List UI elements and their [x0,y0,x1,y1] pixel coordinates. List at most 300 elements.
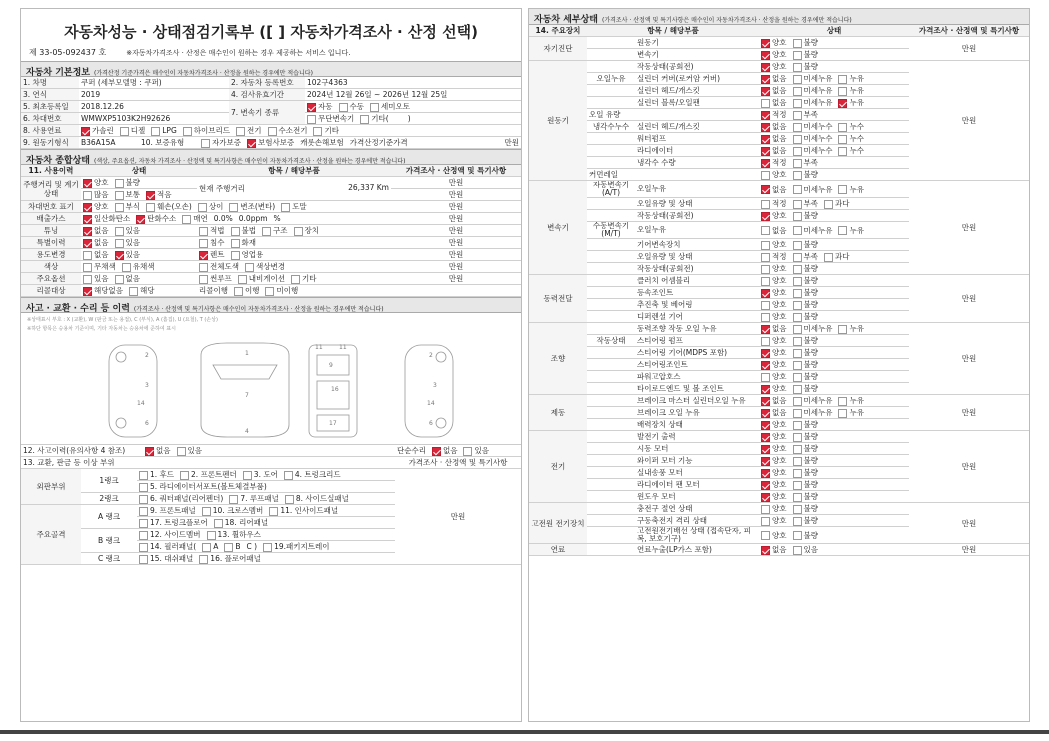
status-checkbox[interactable] [761,433,770,442]
sub-group-label [587,97,635,109]
sub-group-label [587,443,635,455]
status-option-label: 적정 [772,110,787,119]
status-option-label: 미세누유 [803,86,833,95]
status-options [759,97,909,109]
status-option-label: 양호 [772,312,787,321]
status-checkbox[interactable] [793,445,802,454]
svg-text:3: 3 [145,382,149,389]
status-checkbox[interactable] [838,409,847,418]
status-options [759,210,909,222]
status-option-label: 양호 [772,456,787,465]
status-checkbox[interactable] [761,277,770,286]
status-option-label: 양호 [772,62,787,71]
status-checkbox[interactable] [793,99,802,108]
svg-text:2: 2 [429,352,433,359]
part-label: 워터펌프 [635,133,759,145]
status-checkbox[interactable] [838,185,847,194]
status-options [759,239,909,251]
status-option-label: 불량 [803,170,818,179]
status-checkbox[interactable] [761,51,770,60]
sub-group-label [587,49,635,61]
sub-group-label [587,210,635,222]
status-option-label: 없음 [772,545,787,554]
table-row [529,37,1029,49]
status-option-label: 없음 [772,98,787,107]
fuel-gasoline-checkbox[interactable] [81,127,90,136]
sub-group-label [587,431,635,443]
status-option-label: 부족 [803,158,818,167]
trans-cvt-checkbox[interactable] [307,115,316,124]
device-group-label: 동력전달 [529,275,587,323]
svg-text:2: 2 [145,352,149,359]
status-checkbox[interactable] [761,457,770,466]
part-label: 클러치 어셈블리 [635,275,759,287]
part-label: 변속기 [635,49,759,61]
price-cell: 만원 [909,181,1029,275]
status-option-label: 부족 [803,110,818,119]
status-checkbox[interactable] [793,185,802,194]
status-option-label: 누유 [849,225,864,235]
status-option-label: 불량 [803,468,818,477]
status-options [759,222,909,239]
status-option-label: 없음 [772,184,787,194]
status-options [759,347,909,359]
status-option-label: 없음 [772,74,787,83]
status-checkbox[interactable] [761,517,770,526]
sub-group-label: 오일 유량 [587,109,759,121]
status-options [759,383,909,395]
status-option-label: 적정 [772,199,787,208]
trans-semi-checkbox[interactable] [370,103,379,112]
status-option-label: 누유 [849,86,864,95]
status-option-label: 불량 [803,62,818,71]
sub-group-label [587,395,635,407]
sub-group-label [587,491,635,503]
status-options [759,275,909,287]
status-checkbox[interactable] [793,226,802,235]
status-checkbox[interactable] [838,325,847,334]
status-options [759,491,909,503]
sub-group-label [587,198,635,210]
basic-info-table: 1. 차명 쿠퍼 (세부모델명 : 쿠퍼) 2. 자동차 등록번호 102구4363 3. 연식 2019 4. 검사유효기간 2024년 12월 26일 ~ 2026년 12월 25일 5. 최초등록일 2018.12.26 7. 변속기 종류 자동 수동 세미오토 6. 차대번호 WMWXP5103K2H92626 무단변속기 기타( ) 8. 사용연료 가솔린 디젤 LPG 하이브리드 전기 수소전기 기타 9. 원동기형식 B36A15A 10. 보증유형 자가보증 보험사보증 캐롯손해보험 가격산정기준가격 만원 [23,78,519,147]
status-checkbox[interactable] [761,301,770,310]
sub-group-label [587,287,635,299]
svg-text:17: 17 [329,420,337,427]
status-options [759,419,909,431]
status-option-label: 미세누유 [803,396,833,405]
right-panel [528,8,1030,722]
svg-text:4: 4 [245,428,249,435]
basic-info-header: 자동차 기본정보 (가격산정 기준가격은 매수인이 자동차가격조사 · 산정을 원하는 경우에만 적습니다) [21,61,521,77]
status-checkbox[interactable] [838,87,847,96]
part-label: 라디에이터 [635,145,759,157]
status-options [759,145,909,157]
status-checkbox[interactable] [761,493,770,502]
status-option-label: 불량 [803,240,818,249]
sub-group-label: 수동변속기 (M/T) [587,222,635,239]
sub-group-label: 냉각수누수 [587,121,635,133]
status-checkbox[interactable] [824,253,833,262]
fuel-options: 가솔린 디젤 LPG 하이브리드 전기 수소전기 기타 [79,125,521,137]
status-option-label: 불량 [803,38,818,47]
trans-manual-checkbox[interactable] [339,103,348,112]
sub-group-label [587,467,635,479]
status-checkbox[interactable] [761,159,770,168]
status-option-label: 누유 [849,408,864,417]
part-label: 실린더 헤드/개스킷 [635,121,759,133]
status-checkbox[interactable] [793,277,802,286]
svg-text:1: 1 [245,350,249,357]
price-cell: 만원 [909,275,1029,323]
status-option-label: 양호 [772,348,787,357]
status-checkbox[interactable] [793,349,802,358]
status-option-label: 양호 [772,432,787,441]
status-checkbox[interactable] [793,39,802,48]
status-option-label: 불량 [803,312,818,321]
status-options [759,479,909,491]
status-checkbox[interactable] [793,433,802,442]
status-checkbox[interactable] [761,505,770,514]
status-checkbox[interactable] [793,505,802,514]
status-checkbox[interactable] [761,241,770,250]
status-checkbox[interactable] [793,421,802,430]
status-checkbox[interactable] [761,445,770,454]
status-checkbox[interactable] [761,469,770,478]
sub-group-label [587,515,635,527]
status-options [759,335,909,347]
status-options [759,395,909,407]
status-checkbox[interactable] [761,147,770,156]
device-group-label: 자기진단 [529,37,587,61]
sub-group-label [587,37,635,49]
status-checkbox[interactable] [761,397,770,406]
status-checkbox[interactable] [793,241,802,250]
status-checkbox[interactable] [793,373,802,382]
status-options [759,431,909,443]
svg-text:6: 6 [145,420,149,427]
price-cell: 만원 [909,37,1029,61]
table-row [529,323,1029,335]
status-option-label: 누유 [849,74,864,83]
part-label: 와이퍼 모터 기능 [635,455,759,467]
status-checkbox[interactable] [761,313,770,322]
sub-group-label [587,239,635,251]
status-checkbox[interactable] [761,289,770,298]
price-cell: 만원 [909,503,1029,544]
price-cell: 만원 [909,61,1029,181]
status-option-label: 부족 [803,252,818,261]
part-label: 작동상태(공회전) [635,210,759,222]
sub-group-label [587,61,635,73]
status-checkbox[interactable] [793,531,802,540]
part-label: 고전원전기배선 상태 (접속단자, 피복, 보호기구) [635,527,759,544]
status-checkbox[interactable] [838,135,847,144]
status-checkbox[interactable] [838,123,847,132]
part-label: 오일유량 및 상태 [635,198,759,210]
sub-group-label [587,371,635,383]
page-title: 자동차성능 · 상태점검기록부 ([ ] 자동차가격조사 · 산정 선택) [64,23,478,41]
device-group-label: 연료 [529,544,587,556]
part-label: 스티어링 기어(MDPS 포함) [635,347,759,359]
status-checkbox[interactable] [761,63,770,72]
status-options [759,198,909,210]
part-label: 오일누유 [635,181,759,198]
status-options [759,527,909,544]
sub-group-label [587,275,635,287]
status-checkbox[interactable] [793,313,802,322]
status-checkbox[interactable] [761,373,770,382]
status-option-label: 양호 [772,38,787,47]
detail-status-table: 14. 주요장치 항목 / 해당부품 상태 가격조사 · 산정액 및 특기사항 자기진단 원동기 양호 불량 만원 변속기 양호 불량 원동기 작동상태(공회전) 양호 불량 만원 오일누유 실린더 커버(로커암 커버) 없음 미세누유 누유 실린더 헤드/개스킷 없음 미세누유 누유 실린더 블록/오일팬 없음 미세누유 누유 오일 유량 적정 부족 냉각수누수 실린더 헤드/개스킷 없음 미세누수 누수 워터펌프 없음 미세누수 누수 라디에이터 없음 미세누수 누수 냉각수 수량 적정 부족 커먼레일 양호 불량 변속기 자동변속기 (A/T) 오일누유 없음 미세누유 누유 만원 오일유량 및 상태 적정 부족 과다 작동상태(공회전) 양호 불량 수동변속기 (M/T) 오일누유 없음 미세누유 누유 기어변속장치 양호 불량 오일유량 및 상태 적정 부족 과다 작동상태(공회전) 양호 불량 동력전달 클러치 어셈블리 양호 불량 만원 등속조인트 양호 불량 추진축 및 베어링 양호 불량 디퍼렌셜 기어 양호 불량 조향 동력조향 작동 오일 누유 없음 미세누유 누유 만원 작동상태 스티어링 펌프 양호 불량 스티어링 기어(MDPS 포함) 양호 불량 스티어링조인트 양호 불량 파워고압호스 양호 불량 타이로드엔드 및 볼 조인트 양호 불량 제동 브레이크 마스터 실린더오일 누유 없음 미세누유 누유 만원 브레이크 오일 누유 없음 미세누유 누유 배력장치 상태 양호 불량 전기 발전기 출력 양호 불량 만원 시동 모터 양호 불량 와이퍼 모터 기능 양호 불량 실내송풍 모터 양호 불량 라디에이터 팬 모터 양호 불량 윈도우 모터 양호 불량 고전원 전기장치 충전구 절연 상태 양호 불량 만원 구동축전지 격리 상태 양호 불량 고전원전기배선 상태 (접속단자, 피복, 보호기구) 양호 불량 연료 연료누출(LP가스 포함) 없음 있음 만원 [529,25,1029,556]
svg-text:9: 9 [329,362,333,369]
status-option-label: 미세누수 [803,134,833,143]
status-checkbox[interactable] [793,75,802,84]
status-option-label: 불량 [803,264,818,273]
status-option-label: 없음 [772,324,787,333]
status-checkbox[interactable] [793,301,802,310]
sub-group-label [587,544,635,556]
status-checkbox[interactable] [793,123,802,132]
part-label: 파워고압호스 [635,371,759,383]
status-option-label: 양호 [772,530,787,540]
part-label: 오일유량 및 상태 [635,251,759,263]
status-options [759,85,909,97]
status-checkbox[interactable] [793,87,802,96]
status-option-label: 양호 [772,492,787,501]
part-label: 실내송풍 모터 [635,467,759,479]
status-checkbox[interactable] [793,200,802,209]
status-option-label: 불량 [803,456,818,465]
status-option-label: 양호 [772,50,787,59]
status-checkbox[interactable] [761,39,770,48]
sub-group-label [587,133,635,145]
table-row [529,544,1029,556]
part-label: 시동 모터 [635,443,759,455]
status-option-label: 불량 [803,384,818,393]
status-option-label: 불량 [803,504,818,513]
status-checkbox[interactable] [838,99,847,108]
status-option-label: 불량 [803,432,818,441]
status-option-label: 없음 [772,408,787,417]
status-options [759,109,909,121]
doc-number-line: 제 33-05-092437 호 ※자동차가격조사 · 산정은 매수인이 원하는 경우 제공하는 서비스 입니다. [29,48,351,57]
status-checkbox[interactable] [761,349,770,358]
status-option-label: 없음 [772,134,787,143]
status-checkbox[interactable] [793,63,802,72]
status-checkbox[interactable] [761,226,770,235]
status-option-label: 없음 [772,396,787,405]
device-group-label: 제동 [529,395,587,431]
status-checkbox[interactable] [761,87,770,96]
status-option-label: 미세누유 [803,324,833,333]
status-option-label: 있음 [803,545,818,554]
status-option-label: 과다 [835,199,850,208]
sub-group-label [587,145,635,157]
status-option-label: 미세누수 [803,146,833,155]
status-option-label: 불량 [803,211,818,220]
status-checkbox[interactable] [761,546,770,555]
status-option-label: 과다 [835,252,850,261]
accident-history-header: 사고 · 교환 · 수리 등 이력 (가격조사 · 산정액 및 특기사항은 매수인이 자동차가격조사 · 산정을 원하는 경우에만 적습니다) [21,297,521,313]
status-checkbox[interactable] [793,397,802,406]
sub-group-label [587,347,635,359]
status-option-label: 누수 [849,134,864,143]
status-options [759,455,909,467]
status-checkbox[interactable] [793,253,802,262]
status-checkbox[interactable] [793,51,802,60]
status-checkbox[interactable] [793,409,802,418]
status-option-label: 양호 [772,240,787,249]
status-checkbox[interactable] [793,481,802,490]
status-options [759,49,909,61]
status-checkbox[interactable] [793,265,802,274]
status-option-label: 불량 [803,288,818,297]
status-option-label: 적정 [772,158,787,167]
status-checkbox[interactable] [824,200,833,209]
status-options [759,515,909,527]
status-checkbox[interactable] [793,493,802,502]
status-checkbox[interactable] [838,397,847,406]
status-option-label: 불량 [803,444,818,453]
status-checkbox[interactable] [761,171,770,180]
part-label: 스티어링 펌프 [635,335,759,347]
status-option-label: 불량 [803,300,818,309]
status-option-label: 불량 [803,492,818,501]
status-checkbox[interactable] [793,147,802,156]
status-checkbox[interactable] [761,421,770,430]
status-option-label: 양호 [772,372,787,381]
table-row [529,275,1029,287]
status-option-label: 불량 [803,50,818,59]
status-checkbox[interactable] [761,135,770,144]
status-option-label: 불량 [803,420,818,429]
status-checkbox[interactable] [793,361,802,370]
sub-group-label [587,479,635,491]
status-option-label: 미세누유 [803,98,833,107]
sub-group-label: 오일누유 [587,73,635,85]
status-checkbox[interactable] [793,385,802,394]
status-checkbox[interactable] [761,212,770,221]
table-row [529,61,1029,73]
status-checkbox[interactable] [761,409,770,418]
status-option-label: 불량 [803,480,818,489]
status-options [759,359,909,371]
status-checkbox[interactable] [761,75,770,84]
table-row [529,395,1029,407]
status-checkbox[interactable] [761,265,770,274]
status-option-label: 없음 [772,86,787,95]
status-options [759,181,909,198]
svg-text:7: 7 [245,392,249,399]
status-checkbox[interactable] [793,289,802,298]
trans-etc-checkbox[interactable] [360,115,369,124]
status-option-label: 누유 [849,324,864,333]
status-checkbox[interactable] [761,185,770,194]
status-checkbox[interactable] [761,481,770,490]
status-options [759,61,909,73]
trans-auto-checkbox[interactable]: 자동 [307,101,333,112]
status-checkbox[interactable] [761,325,770,334]
part-label: 작동상태(공회전) [635,61,759,73]
sub-group-label [587,407,635,419]
svg-text:16: 16 [331,386,339,393]
status-option-label: 누수 [849,122,864,131]
part-label: 연료누출(LP가스 포함) [635,544,759,556]
status-option-label: 불량 [803,372,818,381]
status-checkbox[interactable] [761,111,770,120]
status-checkbox[interactable] [761,361,770,370]
status-options [759,37,909,49]
status-option-label: 불량 [803,516,818,525]
car-diagram: ※상태표시 부호 : X (교환), W (판금 또는 용접), C (부식), A (흠집), U (요철), T (손상) ※하단 항목은 승용차 기준이며, 기타 자동차는 승용차에 준하여 표시 2 3 14 6 1 7 4 11 11 9 16 17 2 3 14 6 [21,313,521,445]
part-label: 원동기 [635,37,759,49]
status-option-label: 양호 [772,276,787,285]
status-checkbox[interactable] [793,171,802,180]
status-option-label: 없음 [772,122,787,131]
table-row [529,181,1029,198]
status-option-label: 미세누유 [803,225,833,235]
status-checkbox[interactable] [793,212,802,221]
status-option-label: 양호 [772,384,787,393]
status-checkbox[interactable] [761,337,770,346]
status-checkbox[interactable] [838,147,847,156]
part-label: 발전기 출력 [635,431,759,443]
status-checkbox[interactable] [793,135,802,144]
part-label: 배력장치 상태 [635,419,759,431]
status-checkbox[interactable] [793,111,802,120]
status-checkbox[interactable] [761,99,770,108]
part-label: 실린더 커버(로커암 커버) [635,73,759,85]
status-checkbox[interactable] [793,159,802,168]
status-option-label: 누유 [849,184,864,194]
status-option-label: 불량 [803,276,818,285]
status-checkbox[interactable] [793,469,802,478]
part-label: 구동축전지 격리 상태 [635,515,759,527]
left-panel [20,8,522,722]
part-label: 등속조인트 [635,287,759,299]
status-checkbox[interactable] [793,457,802,466]
car-outline-diagram [21,335,521,443]
sub-group-label: 작동상태 [587,335,635,347]
status-option-label: 미세누유 [803,184,833,194]
status-checkbox[interactable] [761,385,770,394]
status-option-label: 양호 [772,420,787,429]
status-option-label: 양호 [772,504,787,513]
sub-group-label [587,157,635,169]
status-options [759,467,909,479]
device-group-label: 원동기 [529,61,587,181]
status-option-label: 양호 [772,480,787,489]
status-options [759,544,909,556]
status-checkbox[interactable] [838,75,847,84]
status-options [759,299,909,311]
status-checkbox[interactable] [793,517,802,526]
status-checkbox[interactable] [761,200,770,209]
device-group-label: 조향 [529,323,587,395]
sub-group-label [587,251,635,263]
status-option-label: 불량 [803,360,818,369]
status-checkbox[interactable] [793,325,802,334]
status-checkbox[interactable] [761,531,770,540]
status-options [759,503,909,515]
status-checkbox[interactable] [838,226,847,235]
insurance-warranty-checkbox[interactable] [247,139,256,148]
status-checkbox[interactable] [793,337,802,346]
status-checkbox[interactable] [761,253,770,262]
status-checkbox[interactable] [761,123,770,132]
status-checkbox[interactable] [793,546,802,555]
sub-group-label [587,419,635,431]
